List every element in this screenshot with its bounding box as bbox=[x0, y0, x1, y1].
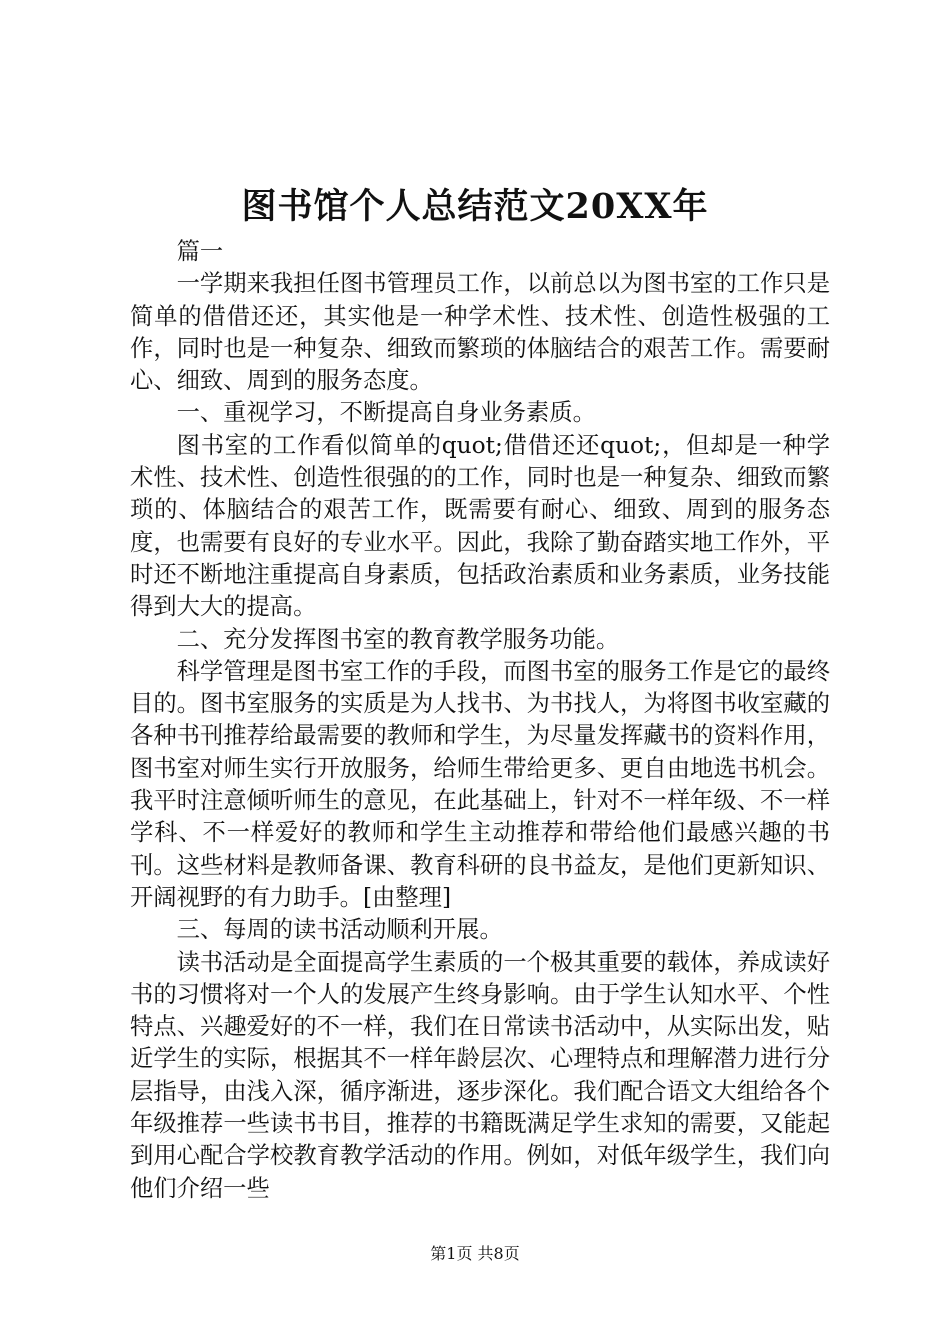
body-paragraph: 科学管理是图书室工作的手段，而图书室的服务工作是它的最终目的。图书室服务的实质是为人找书、为书找人，为将图书收室藏的各种书刊推荐给最需要的教师和学生，为尽量发挥藏书的资料作用，图书室对师生实行开放服务，给师生带给更多、更自由地选书机会。我平时注意倾听师生的意见，在此基础上，针对不一样年级、不一样学科、不一样爱好的教师和学生主动推荐和带给他们最感兴趣的书刊。这些材料是教师备课、教育科研的良书益友，是他们更新知识、开阔视野的有力助手。[由整理] bbox=[130, 657, 830, 911]
section-label: 篇一 bbox=[176, 238, 224, 265]
body-paragraph: 图书室的工作看似简单的quot;借借还还quot;，但却是一种学术性、技术性、创造性很强的的工作，同时也是一种复杂、细致而繁琐的、体脑结合的艰苦工作，既需要有耐心、细致、周到的服务态度，也需要有良好的专业水平。因此，我除了勤奋踏实地工作外，平时还不断地注重提高自身素质，包括政治素质和业务素质，业务技能得到大大的提高。 bbox=[130, 431, 830, 621]
document-body bbox=[130, 236, 830, 1205]
section-heading: 三、每周的读书活动顺利开展。 bbox=[176, 916, 503, 944]
body-paragraph: 一学期来我担任图书管理员工作，以前总以为图书室的工作只是简单的借借还还，其实他是一种学术性、技术性、创造性极强的工作，同时也是一种复杂、细致而繁琐的体脑结合的艰苦工作。需要耐心、细致、周到的服务态度。 bbox=[130, 270, 830, 395]
section-heading: 二、充分发挥图书室的教育教学服务功能。 bbox=[176, 625, 620, 653]
section-heading: 一、重视学习，不断提高自身业务素质。 bbox=[176, 399, 596, 427]
body-paragraph: 读书活动是全面提高学生素质的一个极其重要的载体，养成读好书的习惯将对一个人的发展产生终身影响。由于学生认知水平、个性特点、兴趣爱好的不一样，我们在日常读书活动中，从实际出发，贴近学生的实际，根据其不一样年龄层次、心理特点和理解潜力进行分层指导，由浅入深，循序渐进，逐步深化。我们配合语文大组给各个年级推荐一些读书书目，推荐的书籍既满足学生求知的需要，又能起到用心配合学校教育教学活动的作用。例如，对低年级学生，我们向他们介绍一些 bbox=[130, 948, 830, 1202]
document-title: 图书馆个人总结范文20XX年 bbox=[241, 186, 709, 227]
page-number-footer: 第1页 共8页 bbox=[430, 1244, 520, 1263]
